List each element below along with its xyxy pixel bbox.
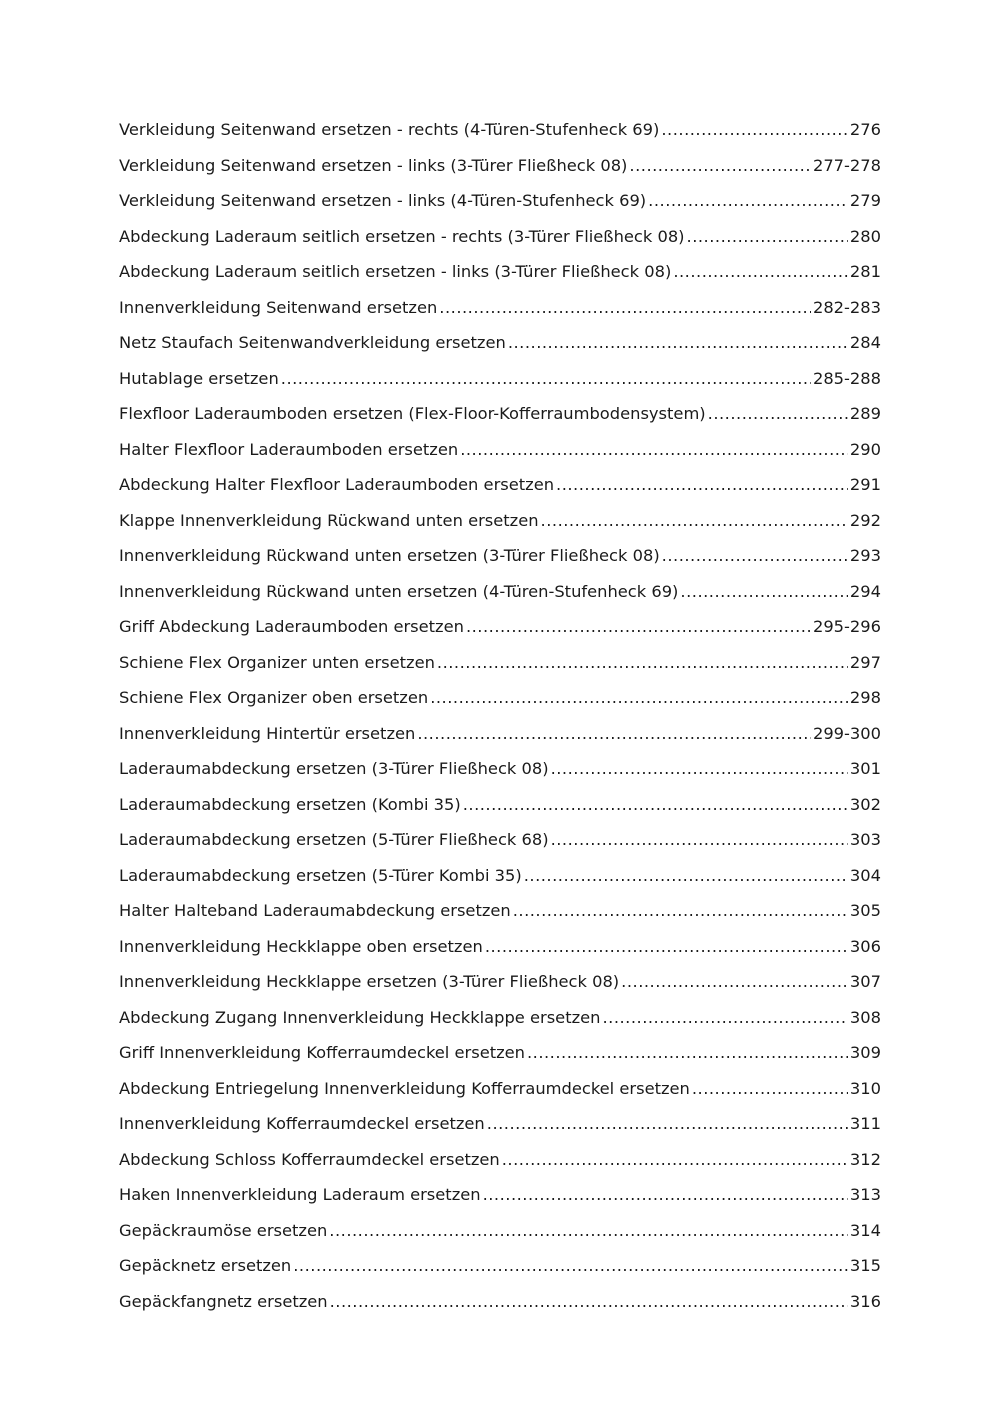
toc-entry-page-number: 289	[849, 404, 881, 423]
toc-entry-page-number: 309	[849, 1043, 881, 1062]
toc-entry-page-number: 290	[849, 439, 881, 459]
toc-entry-title: Gepäckfangnetz ersetzen	[119, 1291, 328, 1311]
toc-entry-page-number: 285-288	[812, 368, 881, 388]
toc-dot-leader	[621, 964, 848, 1000]
toc-entry-title: Netz Staufach Seitenwandverkleidung ersetzen	[119, 333, 506, 352]
toc-entry[interactable]	[119, 1142, 881, 1178]
toc-entry-title: Laderaumabdeckung ersetzen (5-Türer Fließheck 68)	[119, 830, 549, 849]
toc-entry-title: Abdeckung Entriegelung Innenverkleidung Kofferraumdeckel ersetzen	[119, 1078, 690, 1098]
toc-entry-page-number: 291	[849, 475, 881, 494]
toc-entry-title: Verkleidung Seitenwand ersetzen - rechts (4-Türen-Stufenheck 69)	[119, 120, 660, 139]
toc-entry-page-number: 306	[849, 936, 881, 956]
toc-entry[interactable]	[119, 929, 881, 965]
toc-entry-page-number: 299-300	[812, 723, 881, 743]
toc-entry-page-number: 298	[849, 688, 881, 707]
toc-dot-leader	[648, 183, 848, 219]
toc-entry[interactable]	[119, 893, 881, 929]
table-of-contents	[119, 112, 881, 1319]
toc-entry[interactable]	[119, 1000, 881, 1036]
toc-dot-leader	[680, 574, 848, 610]
toc-entry[interactable]	[119, 183, 881, 219]
toc-entry-page-number: 316	[849, 1291, 881, 1311]
toc-entry[interactable]	[119, 503, 881, 539]
toc-entry-page-number: 312	[849, 1149, 881, 1169]
toc-entry[interactable]	[119, 148, 881, 184]
toc-dot-leader	[439, 290, 811, 326]
toc-entry[interactable]	[119, 1035, 881, 1071]
toc-entry-page-number: 314	[849, 1220, 881, 1240]
toc-entry[interactable]	[119, 858, 881, 894]
toc-entry-title: Griff Innenverkleidung Kofferraumdeckel ersetzen	[119, 1043, 525, 1062]
toc-entry-title: Gepäckraumöse ersetzen	[119, 1220, 328, 1240]
toc-entry-page-number: 311	[849, 1114, 881, 1133]
toc-entry-title: Abdeckung Laderaum seitlich ersetzen - rechts (3-Türer Fließheck 08)	[119, 226, 685, 246]
toc-entry[interactable]	[119, 964, 881, 1000]
toc-entry-title: Laderaumabdeckung ersetzen (Kombi 35)	[119, 794, 461, 814]
toc-entry-page-number: 315	[849, 1256, 881, 1275]
toc-entry-page-number: 284	[849, 333, 881, 352]
toc-entry-page-number: 304	[849, 865, 881, 885]
toc-dot-leader	[687, 219, 848, 255]
toc-dot-leader	[692, 1071, 848, 1107]
toc-dot-leader	[437, 645, 848, 681]
toc-entry-page-number: 276	[849, 120, 881, 139]
toc-entry-page-number: 313	[849, 1185, 881, 1204]
toc-entry-title: Halter Flexfloor Laderaumboden ersetzen	[119, 439, 459, 459]
toc-entry-title: Hutablage ersetzen	[119, 368, 279, 388]
toc-entry-title: Innenverkleidung Hintertür ersetzen	[119, 723, 416, 743]
toc-entry-page-number: 303	[849, 830, 881, 849]
toc-entry-page-number: 294	[849, 581, 881, 601]
toc-entry[interactable]	[119, 609, 881, 645]
toc-entry-title: Flexfloor Laderaumboden ersetzen (Flex-Floor-Kofferraumbodensystem)	[119, 404, 706, 423]
toc-entry[interactable]	[119, 361, 881, 397]
toc-entry-title: Innenverkleidung Seitenwand ersetzen	[119, 297, 438, 317]
toc-dot-leader	[483, 1177, 848, 1213]
toc-entry-title: Innenverkleidung Heckklappe oben ersetzen	[119, 936, 483, 956]
toc-entry-page-number: 297	[849, 652, 881, 672]
toc-dot-leader	[551, 751, 848, 787]
toc-entry-title: Verkleidung Seitenwand ersetzen - links (3-Türer Fließheck 08)	[119, 155, 628, 175]
toc-dot-leader	[417, 716, 811, 752]
toc-entry-title: Abdeckung Schloss Kofferraumdeckel ersetzen	[119, 1149, 500, 1169]
toc-entry-page-number: 310	[849, 1078, 881, 1098]
toc-entry[interactable]	[119, 1284, 881, 1320]
toc-entry-page-number: 280	[849, 226, 881, 246]
toc-entry-title: Haken Innenverkleidung Laderaum ersetzen	[119, 1185, 481, 1204]
toc-entry[interactable]	[119, 219, 881, 255]
toc-entry[interactable]	[119, 574, 881, 610]
toc-entry-page-number: 307	[849, 972, 881, 991]
toc-entry-title: Schiene Flex Organizer oben ersetzen	[119, 688, 429, 707]
toc-dot-leader	[281, 361, 811, 397]
toc-entry[interactable]	[119, 467, 881, 503]
toc-entry-page-number: 305	[849, 901, 881, 920]
toc-dot-leader	[556, 467, 848, 503]
toc-dot-leader	[629, 148, 811, 184]
toc-entry-title: Abdeckung Zugang Innenverkleidung Heckklappe ersetzen	[119, 1007, 601, 1027]
toc-entry-title: Klappe Innenverkleidung Rückwand unten ersetzen	[119, 510, 539, 530]
toc-entry-title: Abdeckung Halter Flexfloor Laderaumboden ersetzen	[119, 475, 555, 494]
toc-dot-leader	[602, 1000, 847, 1036]
toc-entry[interactable]	[119, 1071, 881, 1107]
toc-entry-title: Abdeckung Laderaum seitlich ersetzen - links (3-Türer Fließheck 08)	[119, 262, 672, 281]
toc-entry-page-number: 301	[849, 759, 881, 778]
toc-entry[interactable]	[119, 1213, 881, 1249]
toc-dot-leader	[430, 680, 848, 716]
toc-entry[interactable]	[119, 787, 881, 823]
toc-dot-leader	[502, 1142, 848, 1178]
toc-entry[interactable]	[119, 112, 881, 148]
toc-entry-title: Halter Halteband Laderaumabdeckung ersetzen	[119, 901, 511, 920]
toc-dot-leader	[541, 503, 848, 539]
toc-dot-leader	[463, 787, 848, 823]
toc-entry-title: Innenverkleidung Heckklappe ersetzen (3-Türer Fließheck 08)	[119, 972, 620, 991]
toc-dot-leader	[673, 254, 848, 290]
toc-dot-leader	[524, 858, 848, 894]
toc-entry-title: Laderaumabdeckung ersetzen (3-Türer Fließheck 08)	[119, 759, 549, 778]
toc-entry[interactable]	[119, 538, 881, 574]
toc-entry-page-number: 292	[849, 510, 881, 530]
toc-entry-title: Schiene Flex Organizer unten ersetzen	[119, 652, 435, 672]
toc-entry-title: Innenverkleidung Rückwand unten ersetzen (4-Türen-Stufenheck 69)	[119, 581, 679, 601]
toc-entry-page-number: 277-278	[812, 155, 881, 175]
toc-dot-leader	[662, 538, 848, 574]
toc-entry-title: Innenverkleidung Rückwand unten ersetzen (3-Türer Fließheck 08)	[119, 546, 660, 565]
toc-entry-page-number: 293	[849, 546, 881, 565]
toc-entry[interactable]	[119, 432, 881, 468]
toc-entry-page-number: 308	[849, 1007, 881, 1027]
toc-entry[interactable]	[119, 1177, 881, 1213]
toc-entry-title: Gepäcknetz ersetzen	[119, 1256, 292, 1275]
toc-entry[interactable]	[119, 680, 881, 716]
toc-entry[interactable]	[119, 822, 881, 858]
toc-entry[interactable]	[119, 1248, 881, 1284]
toc-entry[interactable]	[119, 396, 881, 432]
toc-entry[interactable]	[119, 645, 881, 681]
toc-dot-leader	[487, 1106, 848, 1142]
toc-dot-leader	[527, 1035, 848, 1071]
toc-entry-title: Innenverkleidung Kofferraumdeckel ersetzen	[119, 1114, 485, 1133]
toc-entry[interactable]	[119, 290, 881, 326]
toc-entry-title: Griff Abdeckung Laderaumboden ersetzen	[119, 617, 464, 636]
toc-entry-page-number: 295-296	[812, 617, 881, 636]
toc-entry[interactable]	[119, 716, 881, 752]
toc-entry-title: Laderaumabdeckung ersetzen (5-Türer Kombi 35)	[119, 865, 522, 885]
toc-dot-leader	[466, 609, 811, 645]
toc-dot-leader	[551, 822, 848, 858]
toc-entry[interactable]	[119, 1106, 881, 1142]
toc-entry[interactable]	[119, 751, 881, 787]
toc-dot-leader	[329, 1213, 848, 1249]
toc-dot-leader	[293, 1248, 848, 1284]
toc-dot-leader	[661, 112, 848, 148]
toc-entry[interactable]	[119, 325, 881, 361]
toc-dot-leader	[708, 396, 848, 432]
toc-entry[interactable]	[119, 254, 881, 290]
toc-dot-leader	[485, 929, 848, 965]
toc-entry-page-number: 281	[849, 262, 881, 281]
toc-entry-page-number: 282-283	[812, 297, 881, 317]
toc-dot-leader	[513, 893, 848, 929]
toc-dot-leader	[508, 325, 848, 361]
toc-dot-leader	[330, 1284, 848, 1320]
toc-entry-page-number: 302	[849, 794, 881, 814]
toc-entry-title: Verkleidung Seitenwand ersetzen - links (4-Türen-Stufenheck 69)	[119, 191, 647, 210]
toc-dot-leader	[460, 432, 848, 468]
toc-entry-page-number: 279	[849, 191, 881, 210]
